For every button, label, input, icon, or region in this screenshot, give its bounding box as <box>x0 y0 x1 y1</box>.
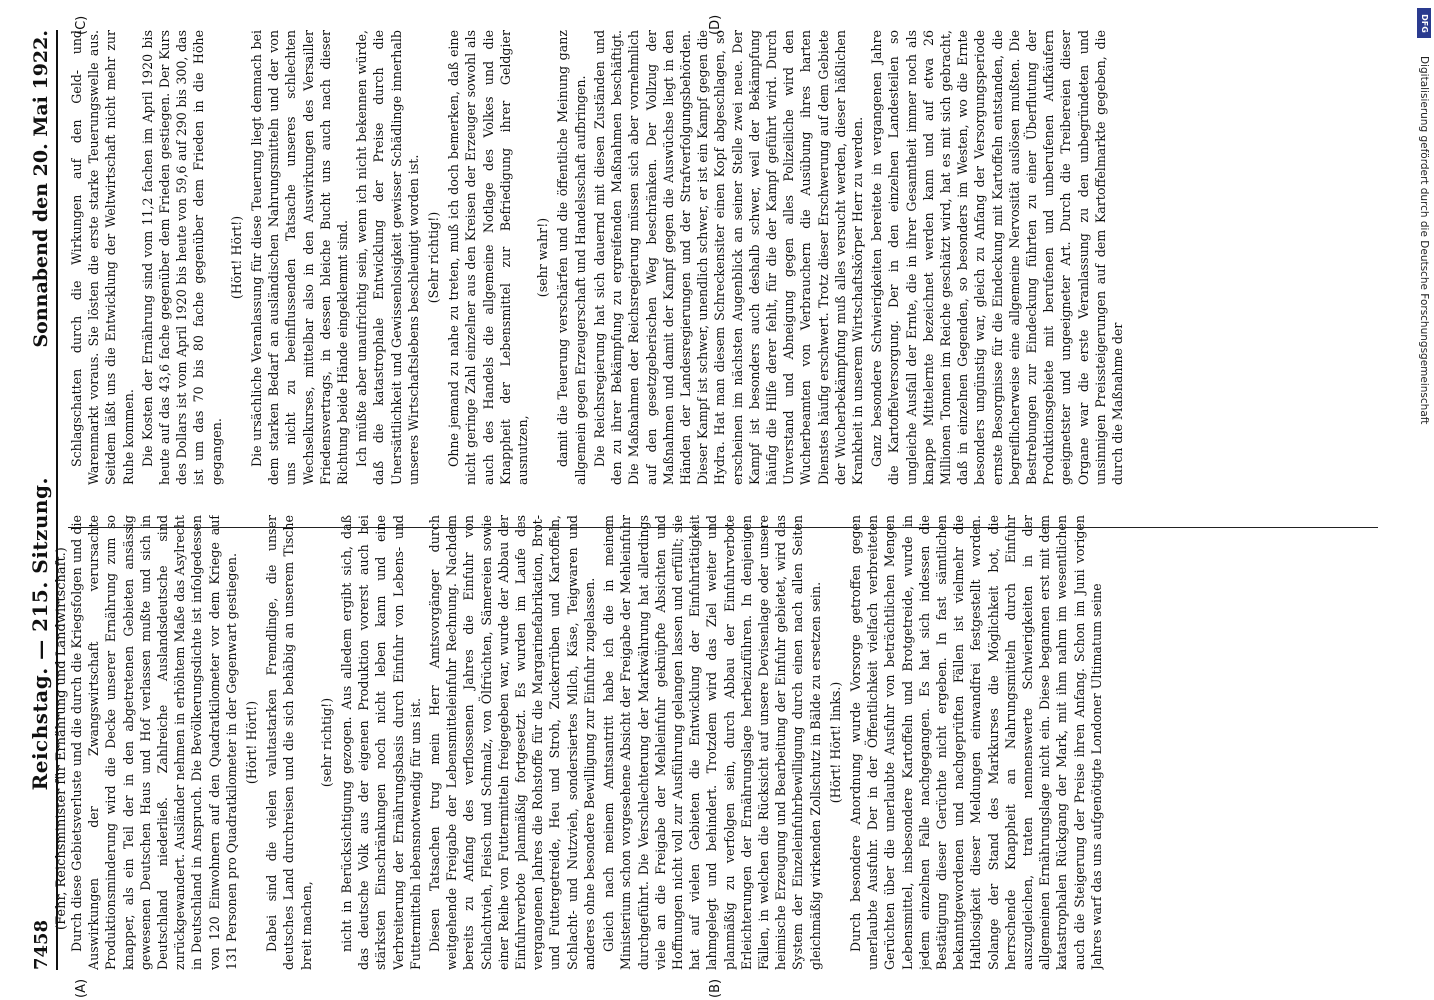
page-number: 7458 <box>31 919 52 970</box>
speaker-tag: (Fehr, Reichsminister für Ernährung und Landwirtschaft.) <box>54 547 69 930</box>
header-date: Sonnabend den 20. Mai 1922. <box>30 30 52 348</box>
paragraph: Die ursächliche Veranlassung für diese Teuerung liegt demnach bei dem starken Bedarf an ausländischen Nahrungsmitteln und der von uns nicht zu beeinflussenden Tatsache unseres schlechten Wechselkurses, mittelbar also in den Auswirkungen des Versailler Friedensvertrags, in dessen bleiche Bucht uns auch nach dieser Richtung beide Hände eingeklemmt sind. <box>249 30 351 485</box>
paragraph: Ohne jemand zu nahe zu treten, muß ich doch bemerken, daß eine nicht geringe Zahl einzelner aus den Kreisen der Erzeuger sowohl als auch des Handels die allgemeine Notlage des Volkes und die Knappheit der Lebensmittel zur Befriedigung ihrer Geldgier ausnutzen, <box>446 30 531 485</box>
marker-c: (C) <box>74 15 89 35</box>
interjection: (Hört! Hört!) <box>228 215 244 300</box>
interjection: (sehr richtig!) <box>318 697 334 788</box>
paragraph: Ganz besondere Schwierigkeiten bereitete in vergangenen Jahre die Kartoffelversorgung. Der in den einzelnen Landesteilen so ungleiche Ausfall der Ernte, die in ihrer Gesamtheit immer noch als knappe Mittelernte bezeichnet werden kann und auf etwa 26 Millionen Tonnen im Reiche geschätzt wird, hat es mit sich gebracht, daß in einzelnen Gegenden, so besonders im Westen, wo die Ernte besonders ungünstig war, gleich zu Anfang der Versorgungsperiode ernste Besorgnisse für die Eindeckung mit Kartoffeln entstanden, die begreiflicherweise eine allgemeine Nervosität auslösen mußten. Die Bestrebungen zur Eindeckung führten zu einer Überflutung der Produktionsgebiete mit berufenen und unberufenen Aufkäufern geeignetster und ungeeigneter Art. Durch die Treibereien dieser Organe war die erste Veranlassung zu den unbegründeten und unsinnigen Preissteigerungen auf dem Kartoffelmarkte gegeben, die durch die Maßnahme der <box>869 30 1125 485</box>
column-divider <box>68 527 1378 528</box>
header-title: Reichstag. — 215. Sitzung. <box>28 477 52 791</box>
digitization-note <box>1416 10 1432 990</box>
interjection: (Hört! Hört! links.) <box>827 681 843 804</box>
paragraph: nicht in Berücksichtigung gezogen. Aus alledem ergibt sich, daß das deutsche Volk aus der eigenen Produktion vorerst auch bei stärksten Einschränkungen noch nicht leben kann und eine Verbreiterung der Ernährungsbasis durch Einfuhr von Lebens- und Futtermitteln lebensnotwendig für uns ist. <box>339 515 423 970</box>
rotated-page <box>8 0 1388 1000</box>
paragraph: Dabei sind die vielen valutastarken Fremdlinge, die unser deutsches Land durchreisen und die sich behäbig an unserem Tische breit machen, <box>264 515 314 970</box>
paragraph: Durch besondere Anordnung wurde Vorsorge getroffen gegen unerlaubte Ausfuhr. Der in der Öffentlichkeit vielfach verbreiteten Gerüchten über die unerlaubte Ausfuhr von beträchtlichen Mengen Lebensmittel, insbesondere Kartoffeln und Brotgetreide, wurde in jedem einzelnen Falle nachgegangen. Es hat sich indessen die Bestätigung dieser Gerüchte nicht ergeben. In fast sämtlichen bekanntgewordenen und nachgeprüften Fällen ist vielmehr die Haltlosigkeit dieser Meldungen einwandfrei festgestellt worden. Solange der Stand des Markkurses die Möglichkeit bot, die herrschende Knappheit an Nahrungsmitteln durch Einfuhr auszugleichen, traten nennenswerte Schwierigkeiten in der allgemeinen Ernährungslage nicht ein. Diese begannen erst mit dem katastrophalen Rückgang der Mark, mit ihm nahm im wesentlichen auch die Steigerung der Preise ihren Anfang. Schon im Juni vorigen Jahres warf das uns aufgenötigte Londoner Ultimatum seine <box>847 515 1104 970</box>
marker-d: (D) <box>708 14 723 35</box>
paragraph: Diesen Tatsachen trug mein Herr Amtsvorgänger durch weitgehende Freigabe der Lebensmitteleinfuhr Rechnung. Nachdem bereits zu Anfang des verflossenen Jahres die Einfuhr von Schlachtvieh, Fleisch und Schmalz, von Ölfrüchten, Sämereien sowie einer Reihe von Futtermitteln freigegeben war, wurde der Abbau der Einfuhrverbote planmäßig fortgesetzt. Es wurden im Laufe des vergangenen Jahres die Rohstoffe für die Margarinefabrikation, Brot- und Futtergetreide, Heu und Stroh, Zuckerrüben und Kartoffeln, Schlacht- und Nutzvieh, sondersiertes Milch, Käse, Teigwaren und anderes ohne besondere Bewilligung zur Einfuhr zugelassen. <box>427 515 597 970</box>
dfg-logo-text: DFG <box>1419 13 1429 33</box>
paragraph: damit die Teuerung verschärfen und die öffentliche Meinung ganz allgemein gegen Erzeugerschaft und Handelsschaft aufbringen. <box>555 30 588 485</box>
columns <box>68 30 1378 970</box>
page-header <box>16 30 58 970</box>
left-column <box>68 515 1378 970</box>
paragraph: Die Reichsregierung hat sich dauernd mit diesen Zuständen und den zu ihrer Bekämpfung zu ergreifenden Maßnahmen beschäftigt. Die Maßnahmen der Reichsregierung müssen sich aber vornehmlich auf den gesetzgeberischen Weg beschränken. Der Vollzug der Maßnahmen und damit der Kampf gegen die Auswüchse liegt in den Händen der Landesregierungen und der Strafverfolgungsbehörden. Dieser Kampf ist schwer, unendlich schwer, er ist ein Kampf gegen die Hydra. Hat man diesem Schreckensiter einen Kopf abgeschlagen, so erscheinen im nächsten Augenblick an seiner Stelle zwei neue. Der Kampf ist besonders auch deshalb schwer, weil der Bekämpfung häufig die Hilfe derer fehlt, für die der Kampf geführt wird. Durch Unverstand und Abneigung gegen alles Polizeiliche wird den Wucherbeamten von Verbrauchern die Ausübung ihres harten Dienstes häufig erschwert. Trotz dieser Erschwerung auf dem Gebiete der Wucherbekämpfung muß alles versucht werden, dieser häßlichen Krankheit in unserem Wirtschaftskörper Herr zu werden. <box>591 30 865 485</box>
marker-b: (B) <box>708 978 723 998</box>
paragraph: Die Kosten der Ernährung sind vom 11,2 fachen im April 1920 bis heute auf das 43,6 fache gegenüber dem Frieden gestiegen. Der Kurs des Dollars ist vom April 1920 bis heute von 59,6 auf 290 bis 300, das ist um das 70 bis 80 fache gegenüber dem Frieden in die Höhe gegangen. <box>139 30 224 485</box>
paragraph: Durch diese Gebietsverluste und die durch die Kriegsfolgen und die Auswirkungen der Zwangswirtschaft verursachte Produktionsminderung wird die Decke unserer Ernährung zum so knapper, als ein Teil der in den abgetretenen Gebieten ansässig gewesenen Deutschen Haus und Hof verlassen mußte und sich in Deutschland niederließ. Zahlreiche Auslandsdeutsche sind zurückgewandert. Ausländer nehmen in erhöhtem Maße das Asylrecht in Deutschland in Anspruch. Die Bevölkerungsdichte ist infolgedessen von 120 Einwohnern auf den Quadratkilometer vor dem Kriege auf 131 Personen pro Quadratkilometer in der Gegenwart gestiegen. <box>69 515 239 970</box>
paragraph: Ich müßte aber unaufrichtig sein, wenn ich nicht bekennen würde, daß die katastrophale Entwicklung der Preise durch die Unersättlichkeit und Gewissenlosigkeit gewisser Schädlinge innerhalb unseres Wirtschaftslebens beschleunigt worden ist. <box>354 30 421 485</box>
right-column <box>68 30 1378 485</box>
marker-a: (A) <box>74 978 89 998</box>
paragraph: Gleich nach meinem Amtsantritt habe ich die in meinem Ministerium schon vorgesehene Absicht der Freigabe der Mehleinfuhr durchgeführt. Die Verschlechterung der Markwährung hat allerdings viele an die Freigabe der Mehleinfuhr geknüpfte Absichten und Hoffnungen nicht voll zur Ausführung gelangen lassen und erfüllt; sie hat auf vielen Gebieten die Entwicklung der Einfuhrtätigkeit lahmgelegt und behindert. Trotzdem wird das Ziel weiter und planmäßig zu verfolgen sein, durch Abbau der Einfuhrverbote Erleichterungen der Ernährungslage herbeizuführen. In denjenigen Fällen, in welchen die Rücksicht auf unsere Devisenlage oder unsere heimische Erzeugung und Bearbeitung der Einfuhr gebietet, wird das System der Einzeleinfuhrbewilligung durch einen nach allen Seiten gleichmäßig wirkenden Zollschutz in Bälde zu ersetzen sein. <box>601 515 823 970</box>
interjection: (Hört! Hört!) <box>244 700 260 785</box>
digitization-note-text: Digitalisierung gefördert durch die Deutsche Forschungsgemeinschaft <box>1418 56 1430 425</box>
interjection: (Sehr richtig!) <box>426 211 442 304</box>
interjection: (sehr wahr!) <box>535 217 551 298</box>
paragraph: Schlagschatten durch die Wirkungen auf den Geld- und Warenmarkt voraus. Sie lösten die erste starke Teuerungswelle aus. Seitdem läßt uns die Entwicklung der Weltwirtschaft nicht mehr zur Ruhe kommen. <box>69 30 136 485</box>
